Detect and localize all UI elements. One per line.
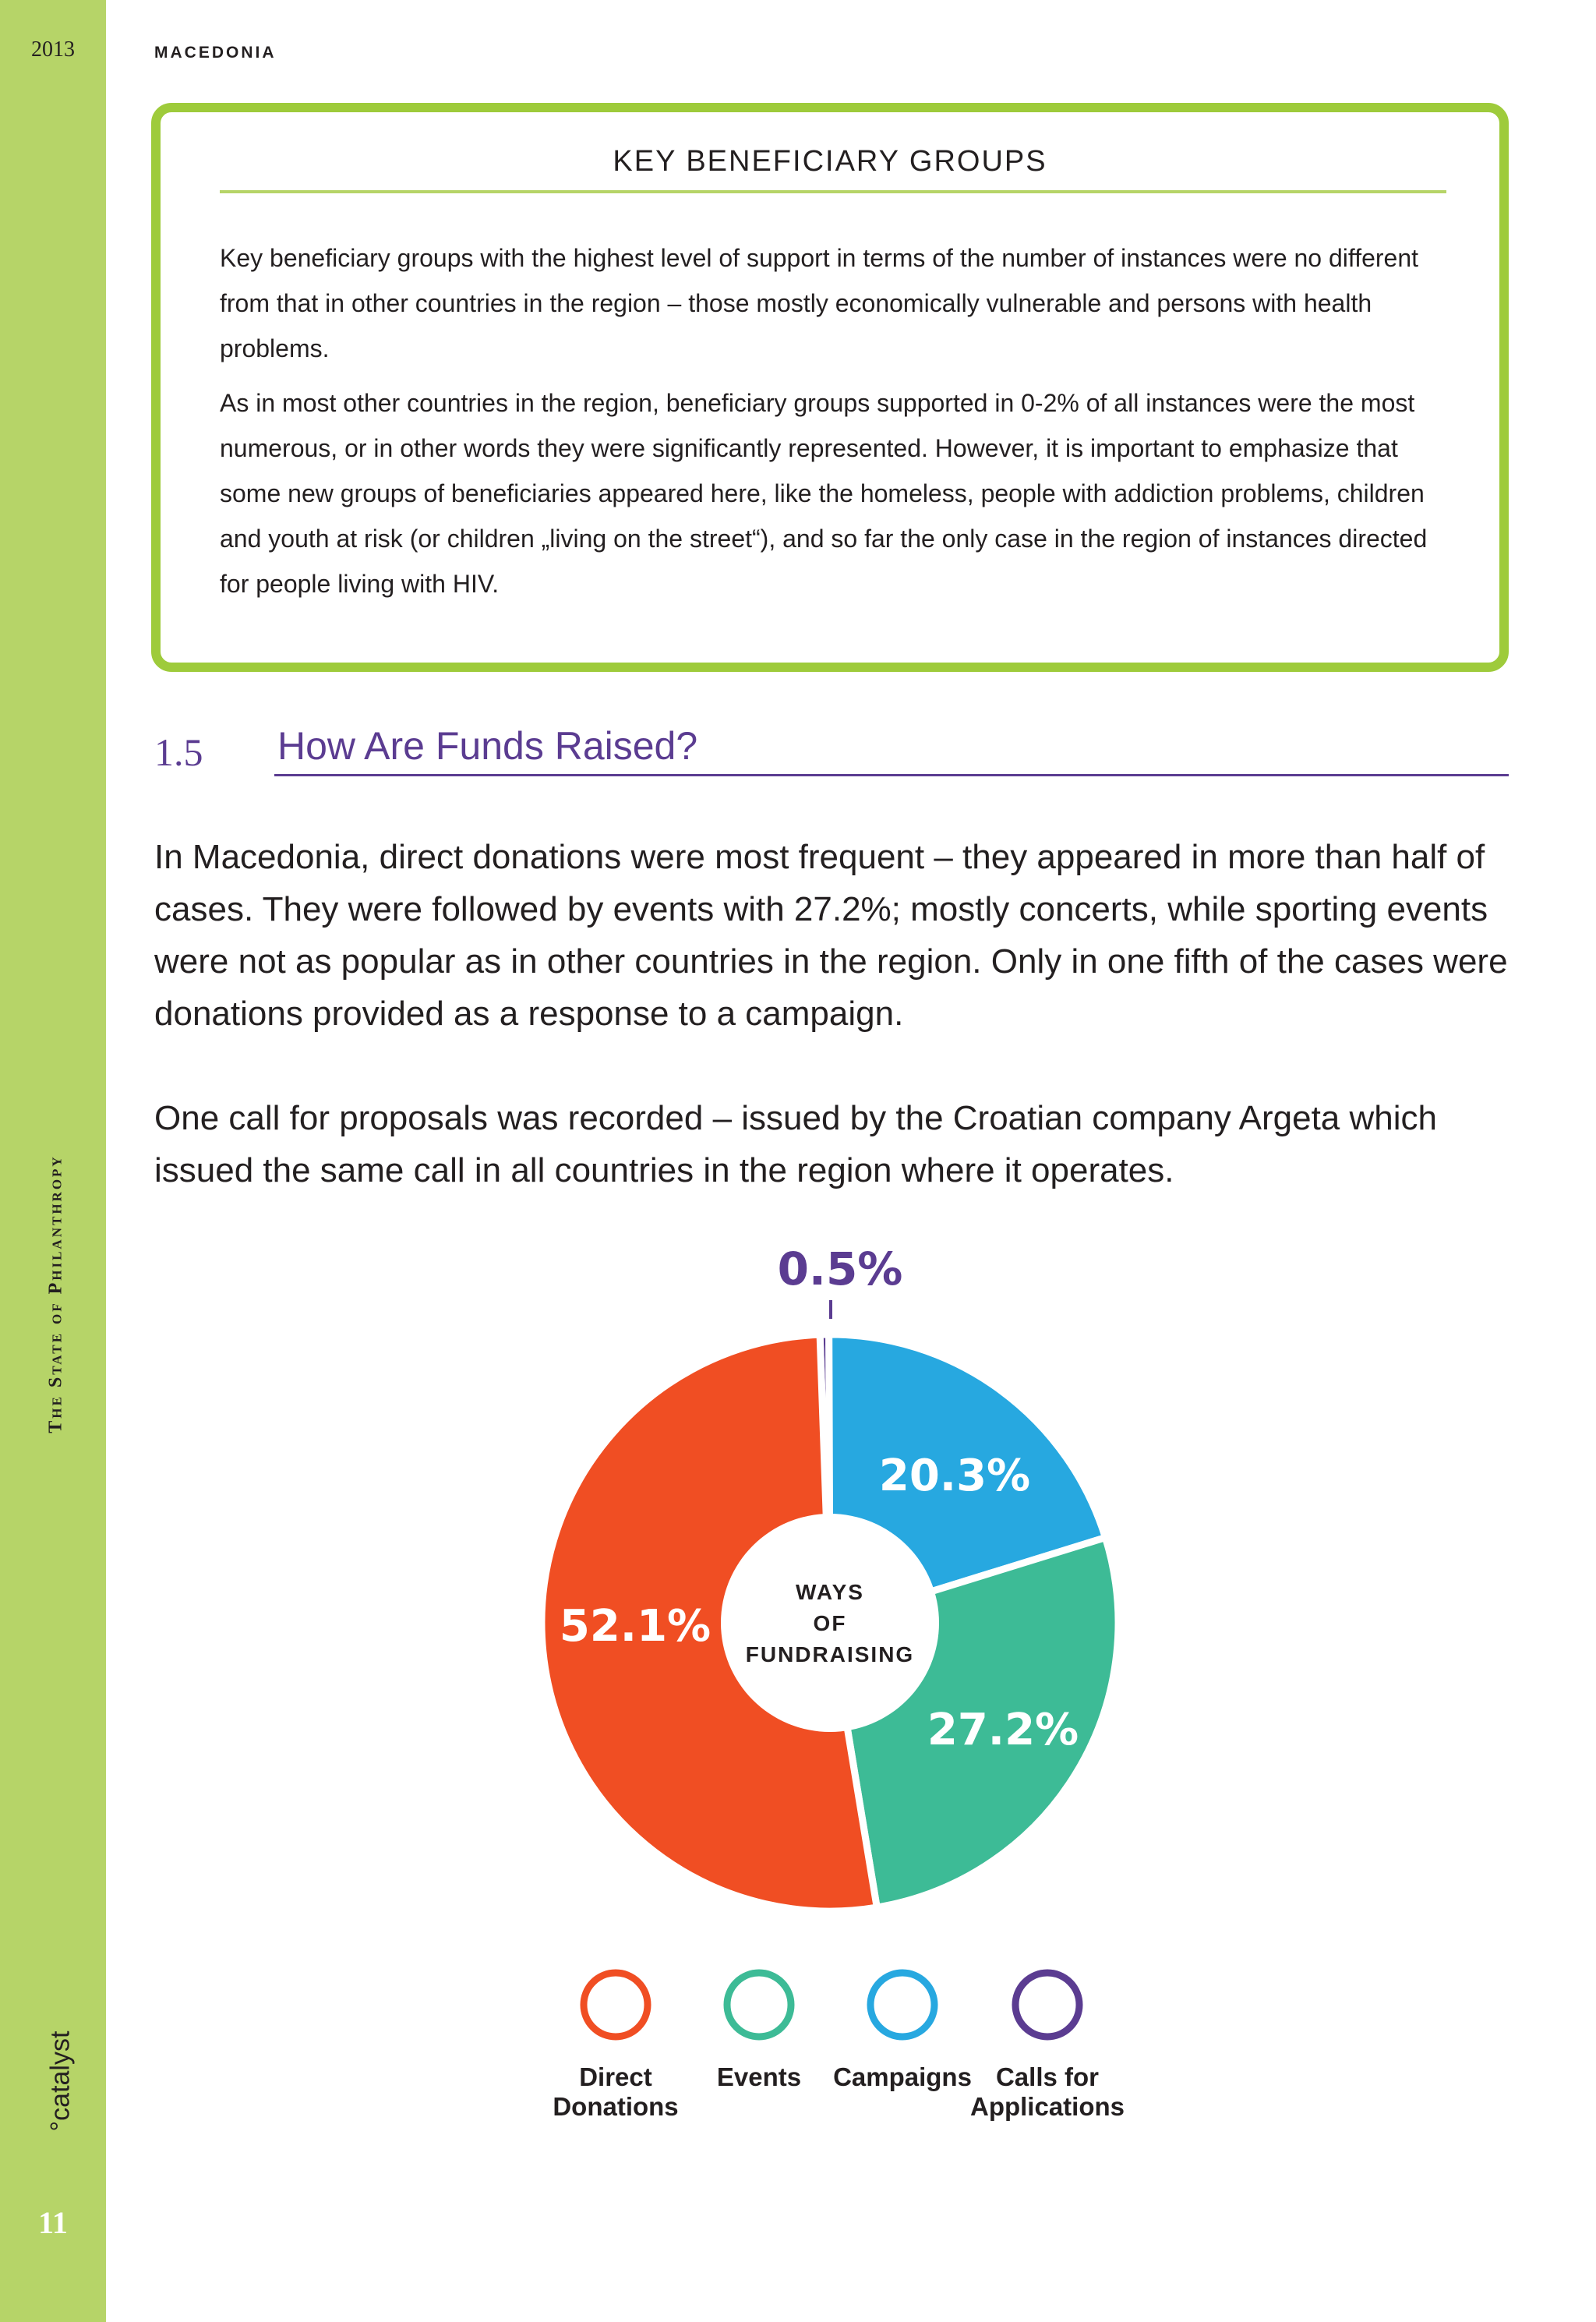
legend-ring-events xyxy=(727,1973,791,2037)
catalyst-logo: °catalyst xyxy=(45,2030,76,2132)
section-number: 1.5 xyxy=(154,730,203,774)
data-label-events: 27.2% xyxy=(927,1705,1079,1755)
center-label: WAYS xyxy=(796,1580,864,1604)
center-label: FUNDRAISING xyxy=(745,1642,915,1666)
data-label-campaigns: 20.3% xyxy=(878,1451,1031,1501)
legend-ring-calls-for-applications xyxy=(1015,1973,1079,2037)
legend-label-direct-donations: Direct Donations xyxy=(553,2062,679,2121)
publication-title: The State of Philanthropy xyxy=(45,1154,66,1433)
section-title: How Are Funds Raised? xyxy=(277,724,698,768)
box-paragraph: Key beneficiary groups with the highest level of support in terms of the number of instances were no different from that in other countries in the region – those mostly economically vulnerable and persons with health problems. xyxy=(220,244,1419,362)
body-paragraph: One call for proposals was recorded – issued by the Croatian company Argeta which issued the same call in all countries in the region where it operates. xyxy=(154,1099,1437,1189)
data-label-calls-for-applications: 0.5% xyxy=(777,1242,903,1295)
center-label: OF xyxy=(813,1611,847,1635)
legend-ring-campaigns xyxy=(870,1973,934,2037)
country-label: MACEDONIA xyxy=(154,44,277,62)
legend-label-campaigns: Campaigns xyxy=(833,2062,972,2091)
box-paragraph: As in most other countries in the region, beneficiary groups supported in 0-2% of all instances were the most numerous, or in other words they were significantly represented. However, it is important to emphasize that some new groups of beneficiaries appeared here, like the homeless, people with addiction problems, children and youth at risk (or children „living on the street“), and so far the only case in the region of instances directed for people living with HIV. xyxy=(220,389,1428,598)
page-number: 11 xyxy=(38,2205,68,2240)
box-title: KEY BENEFICIARY GROUPS xyxy=(613,145,1047,178)
data-label-direct-donations: 52.1% xyxy=(559,1601,711,1652)
legend-label-events: Events xyxy=(716,2062,802,2091)
year-label: 2013 xyxy=(31,37,75,62)
legend-ring-direct-donations xyxy=(584,1973,648,2037)
legend-label-calls-for-applications: Calls for Applications xyxy=(969,2062,1125,2121)
body-paragraph: In Macedonia, direct donations were most frequent – they appeared in more than half of cases. They were followed by events with 27.2%; mostly concerts, while sporting events were not as popular as in other countries in the region. Only in one fifth of the cases were donations provided as a response to a campaign. xyxy=(154,838,1508,1033)
